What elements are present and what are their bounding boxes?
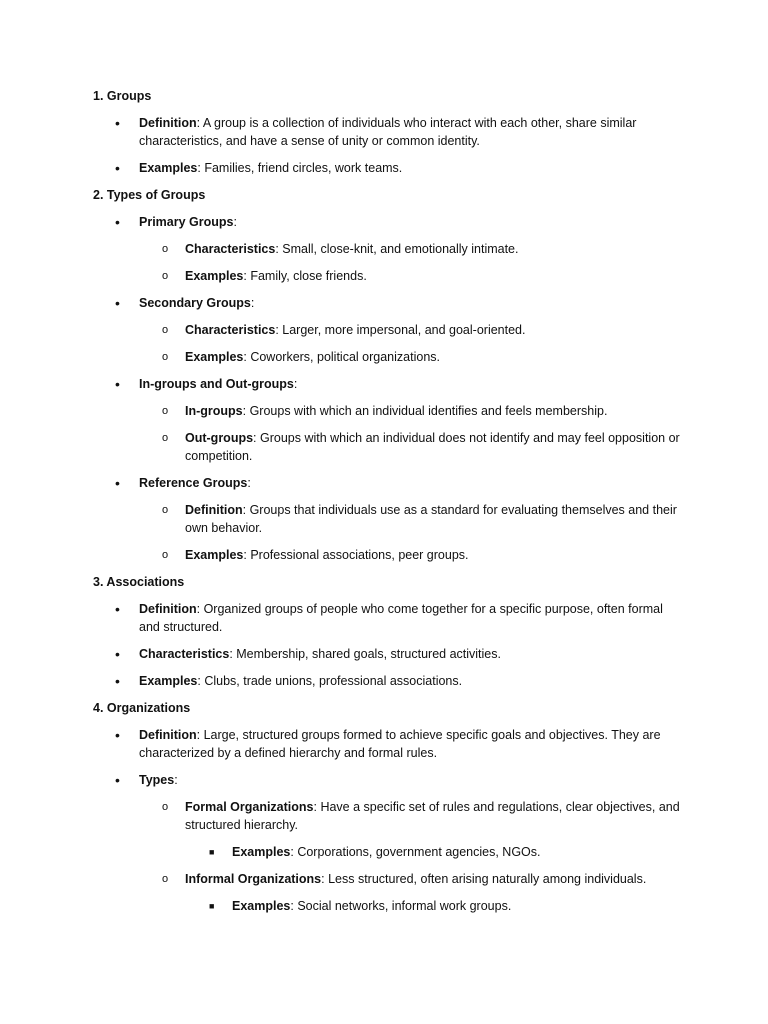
list-item [93, 600, 683, 636]
item-term: Secondary Groups [139, 296, 251, 310]
item-text: : Less structured, often arising naturally among individuals. [321, 872, 647, 886]
item-text: : Corporations, government agencies, NGOs. [290, 845, 541, 859]
list-item [93, 474, 683, 492]
section-heading-organizations: 4. Organizations [93, 701, 191, 715]
item-text: : [233, 215, 237, 229]
list-item [93, 348, 683, 366]
circle-bullet-icon: o [162, 432, 169, 444]
bullet-icon: • [115, 160, 120, 176]
item-text: : Have a specific set of rules and regulations, clear objectives, and structured hierarchy. [185, 800, 680, 832]
circle-bullet-icon: o [162, 549, 169, 561]
item-text: : [293, 377, 298, 391]
document-page [93, 87, 683, 924]
bullet-icon: • [115, 295, 120, 311]
bullet-icon: • [115, 673, 120, 689]
section-heading-groups: 1. Groups [93, 89, 152, 103]
item-text: : Groups that individuals use as a standard for evaluating themselves and their own behavior. [185, 503, 677, 535]
list-item [93, 645, 683, 663]
item-text: : Membership, shared goals, structured activities. [229, 647, 501, 661]
item-text: : Coworkers, political organizations. [243, 350, 440, 364]
bullet-icon: • [115, 772, 120, 788]
item-term: Out-groups [185, 431, 254, 445]
circle-bullet-icon: o [162, 270, 169, 282]
list-item [93, 267, 683, 285]
list-item [93, 114, 683, 150]
circle-bullet-icon: o [162, 243, 169, 255]
circle-bullet-icon: o [162, 324, 169, 336]
item-term: Informal Organizations [185, 872, 322, 886]
item-text: : Professional associations, peer groups. [243, 548, 469, 562]
item-term: Definition [139, 116, 197, 130]
item-term: Formal Organizations [185, 800, 314, 814]
list-item [93, 402, 683, 420]
list-item [93, 501, 683, 537]
bullet-icon: • [115, 475, 120, 491]
list-item [93, 672, 683, 690]
item-term: Examples [139, 161, 198, 175]
item-text: : Clubs, trade unions, professional associations. [197, 674, 463, 688]
circle-bullet-icon: o [162, 873, 169, 885]
list-item [93, 843, 683, 861]
circle-bullet-icon: o [162, 351, 169, 363]
list-item [93, 798, 683, 834]
item-term: Examples [185, 350, 244, 364]
item-term: Examples [232, 845, 291, 859]
list-item [93, 213, 683, 231]
list-item [93, 159, 683, 177]
item-term: Primary Groups [139, 215, 234, 229]
square-bullet-icon: ■ [209, 847, 215, 857]
item-text: : [174, 773, 178, 787]
item-term: Definition [185, 503, 243, 517]
item-term: Characteristics [185, 323, 276, 337]
bullet-icon: • [115, 376, 120, 392]
list-item [93, 546, 683, 564]
item-text: : Family, close friends. [243, 269, 367, 283]
list-item [93, 321, 683, 339]
item-term: Examples [139, 674, 198, 688]
item-text: : Larger, more impersonal, and goal-oriented. [275, 323, 526, 337]
item-text: : [250, 296, 255, 310]
circle-bullet-icon: o [162, 801, 169, 813]
item-text: : Small, close-knit, and emotionally intimate. [275, 242, 519, 256]
item-term: Examples [185, 269, 244, 283]
item-term: Types [139, 773, 175, 787]
item-term: Characteristics [185, 242, 276, 256]
item-term: Reference Groups [139, 476, 248, 490]
item-term: Definition [139, 728, 197, 742]
bullet-icon: • [115, 214, 120, 230]
list-item [93, 897, 683, 915]
list-item [93, 726, 683, 762]
section-heading-associations: 3. Associations [93, 575, 185, 589]
item-text: : A group is a collection of individuals who interact with each other, share similar characteristics, and have a sense of unity or common identity. [139, 116, 637, 148]
item-text: : Groups with which an individual does not identify and may feel opposition or competition. [185, 431, 680, 463]
bullet-icon: • [115, 601, 120, 617]
section-heading-types-of-groups: 2. Types of Groups [93, 188, 206, 202]
item-text: : Social networks, informal work groups. [290, 899, 512, 913]
item-term: Definition [139, 602, 197, 616]
square-bullet-icon: ■ [209, 901, 215, 911]
item-term: In-groups and Out-groups [139, 377, 294, 391]
bullet-icon: • [115, 115, 120, 131]
list-item [93, 429, 683, 465]
list-item [93, 240, 683, 258]
bullet-icon: • [115, 727, 120, 743]
item-term: In-groups [185, 404, 243, 418]
item-text: : [247, 476, 251, 490]
list-item [93, 375, 683, 393]
list-item [93, 771, 683, 789]
item-text: : Families, friend circles, work teams. [197, 161, 403, 175]
circle-bullet-icon: o [162, 405, 169, 417]
item-text: : Large, structured groups formed to achieve specific goals and objectives. They are characterized by a defined hierarchy and formal rules. [139, 728, 661, 760]
bullet-icon: • [115, 646, 120, 662]
item-term: Examples [185, 548, 244, 562]
item-term: Characteristics [139, 647, 230, 661]
item-term: Examples [232, 899, 291, 913]
list-item [93, 870, 683, 888]
item-text: : Groups with which an individual identifies and feels membership. [242, 404, 608, 418]
list-item [93, 294, 683, 312]
circle-bullet-icon: o [162, 504, 169, 516]
item-text: : Organized groups of people who come together for a specific purpose, often formal and structured. [139, 602, 663, 634]
